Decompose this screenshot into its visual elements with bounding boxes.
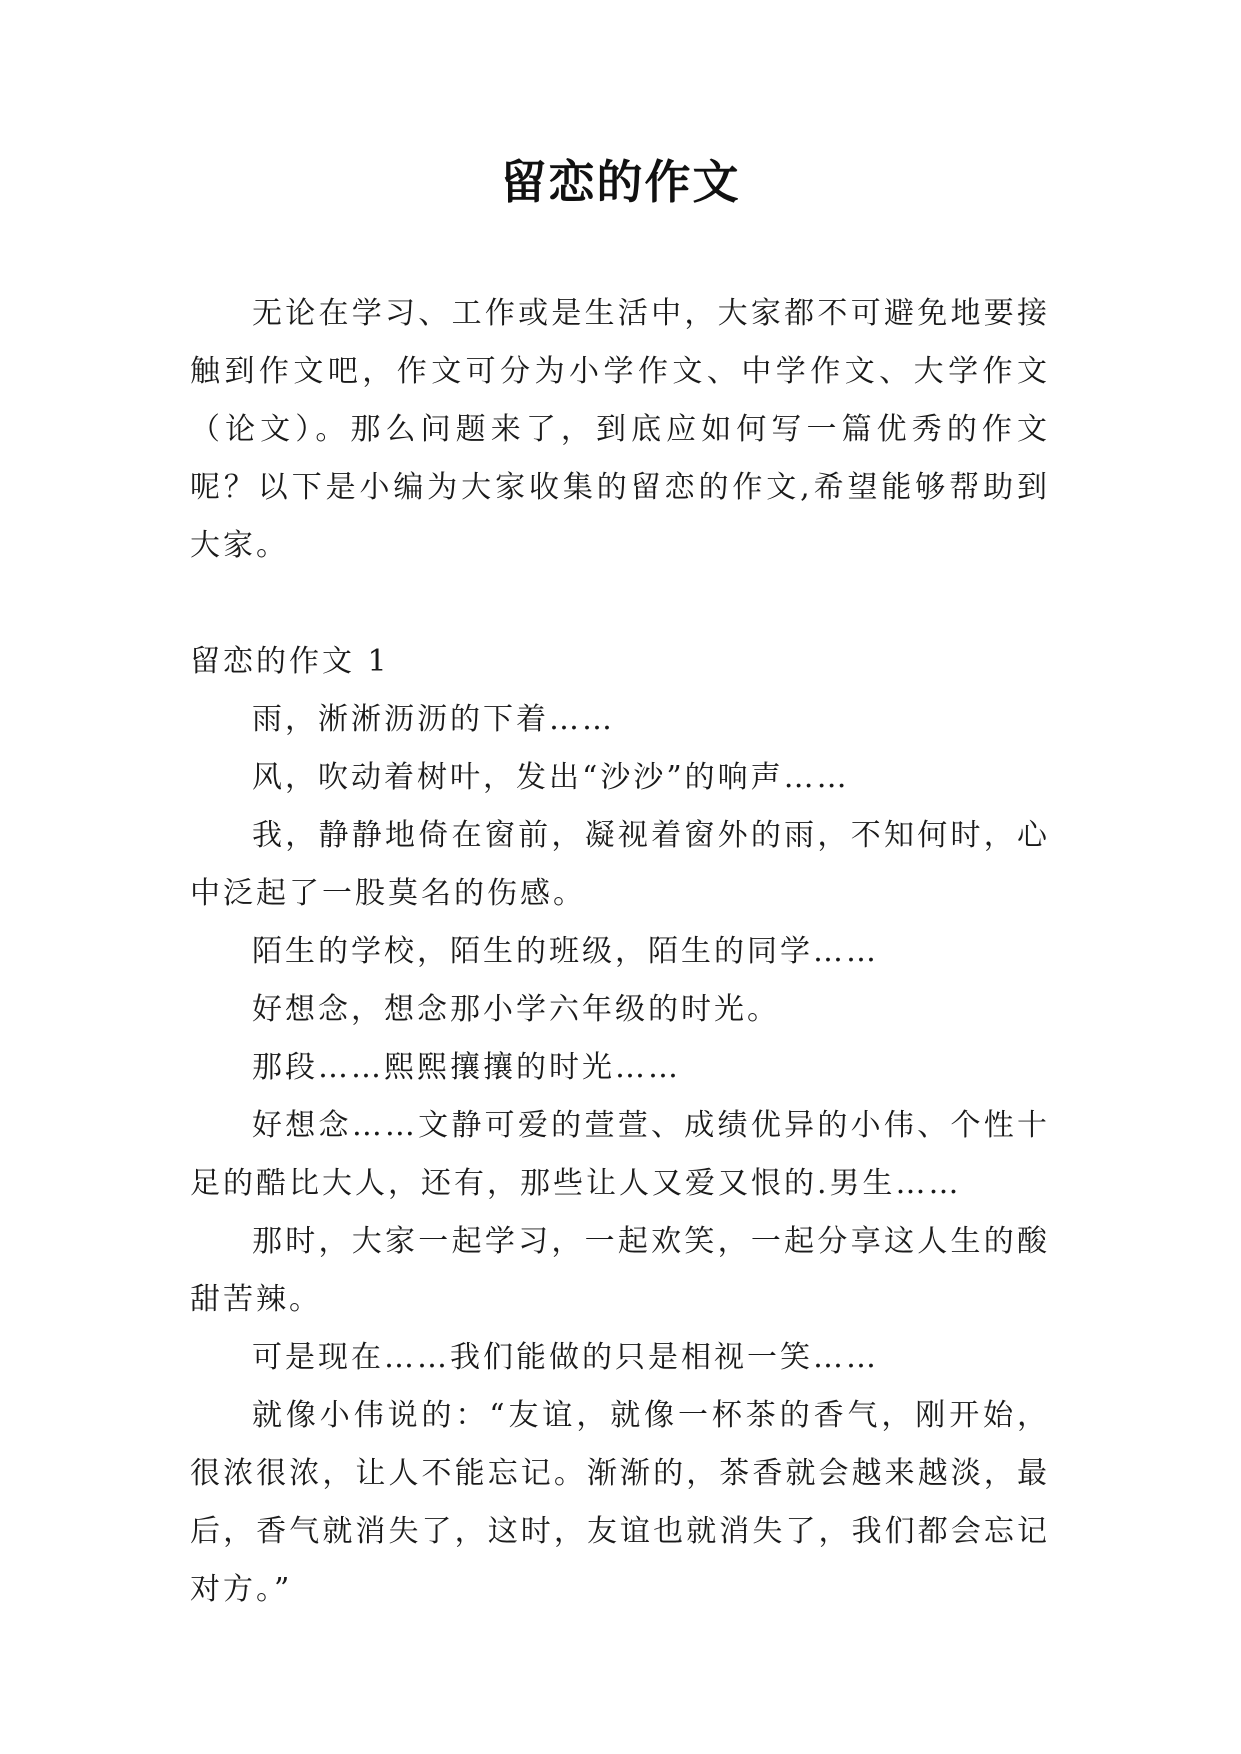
body-paragraph: 风，吹动着树叶，发出“沙沙”的响声…… xyxy=(252,760,850,795)
body-paragraph: 那时，大家一起学习，一起欢笑，一起分享这人生的酸甜苦辣。 xyxy=(190,1224,1050,1317)
body-paragraph: 那段……熙熙攘攘的时光…… xyxy=(252,1050,681,1085)
intro-paragraph: 无论在学习、工作或是生活中，大家都不可避免地要接触到作文吧，作文可分为小学作文、中学作文、大学作文（论文）。那么问题来了，到底应如何写一篇优秀的作文呢？以下是小编为大家收集的留恋的作文,希望能够帮助到大家。 xyxy=(190,296,1050,563)
body-paragraph: 好想念，想念那小学六年级的时光。 xyxy=(252,992,780,1027)
document-body xyxy=(190,285,1050,1619)
document-title: 留恋的作文 xyxy=(500,155,741,209)
body-paragraph: 雨，淅淅沥沥的下着…… xyxy=(252,702,615,737)
body-paragraph: 我，静静地倚在窗前，凝视着窗外的雨，不知何时，心中泛起了一股莫名的伤感。 xyxy=(190,818,1050,911)
body-paragraph: 陌生的学校，陌生的班级，陌生的同学…… xyxy=(252,934,879,969)
body-paragraph: 可是现在……我们能做的只是相视一笑…… xyxy=(252,1340,879,1375)
section-heading: 留恋的作文 1 xyxy=(190,644,390,679)
body-paragraph: 好想念……文静可爱的萱萱、成绩优异的小伟、个性十足的酷比大人，还有，那些让人又爱又恨的.男生…… xyxy=(190,1108,1050,1201)
body-paragraph: 就像小伟说的：“友谊，就像一杯茶的香气，刚开始，很浓很浓，让人不能忘记。渐渐的，茶香就会越来越淡，最后，香气就消失了，这时，友谊也就消失了，我们都会忘记对方。” xyxy=(190,1398,1050,1607)
